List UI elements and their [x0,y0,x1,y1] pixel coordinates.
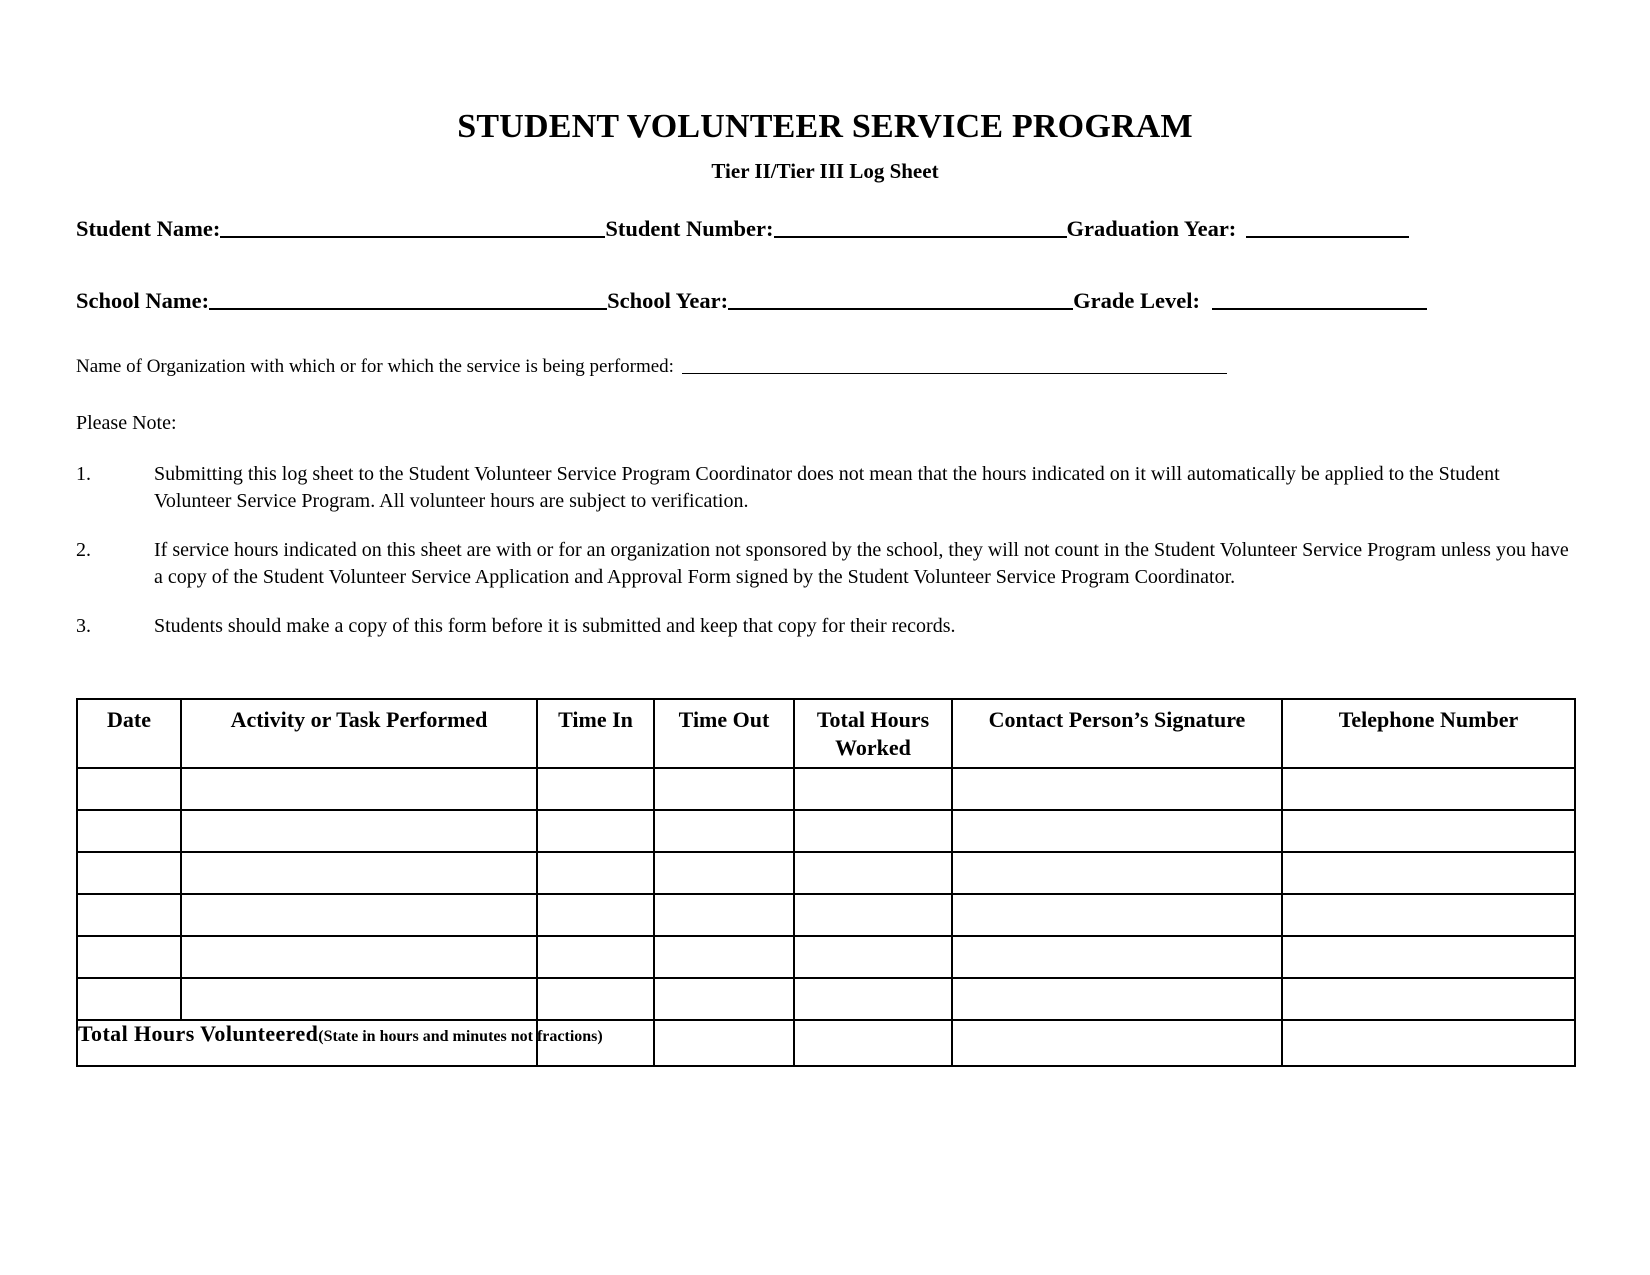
total-hours-value[interactable] [794,1020,952,1066]
note-text: Students should make a copy of this form before it is submitted and keep that copy for their records. [154,615,956,638]
student-number-input[interactable] [774,236,1067,238]
cell-total-hours[interactable] [794,768,952,810]
cell-time-in[interactable] [537,768,654,810]
cell-signature[interactable] [952,894,1282,936]
table-row [77,894,1575,936]
column-header-time-in: Time In [537,699,654,768]
cell-total-hours[interactable] [794,936,952,978]
table-row [77,936,1575,978]
cell-time-in[interactable] [537,936,654,978]
cell-time-in[interactable] [537,810,654,852]
graduation-year-label: Graduation Year: [1066,216,1237,242]
cell-date[interactable] [77,894,181,936]
column-header-signature: Contact Person’s Signature [952,699,1282,768]
column-header-activity: Activity or Task Performed [181,699,537,768]
cell-telephone[interactable] [1282,936,1575,978]
student-name-input[interactable] [220,236,605,238]
note-number: 3. [76,615,91,638]
page-subtitle: Tier II/Tier III Log Sheet [711,159,939,184]
note-number: 1. [76,463,91,486]
cell-activity[interactable] [181,810,537,852]
cell-telephone[interactable] [1282,768,1575,810]
list-item [76,613,1574,640]
total-spacer-cell-2 [654,1020,794,1066]
total-hours-label [77,1020,603,1066]
cell-date[interactable] [77,978,181,1020]
cell-total-hours[interactable] [794,810,952,852]
table-row [77,768,1575,810]
organization-label: Name of Organization with which or for which the service is being performed: [76,356,674,378]
total-hours-note: (State in hours and minutes not fractions) [318,1028,603,1046]
cell-total-hours[interactable] [794,978,952,1020]
total-hours-label-text: Total Hours Volunteered [78,1021,319,1047]
identity-row-2 [76,288,1574,314]
table-row [77,852,1575,894]
school-year-label: School Year: [607,288,729,314]
cell-signature[interactable] [952,852,1282,894]
cell-time-out[interactable] [654,936,794,978]
cell-signature[interactable] [952,936,1282,978]
table-row [77,810,1575,852]
cell-activity[interactable] [181,894,537,936]
identity-fields [76,184,1574,314]
please-note-heading: Please Note: [76,412,177,435]
identity-row-1 [76,216,1574,242]
total-signature-cell[interactable] [952,1020,1282,1066]
cell-total-hours[interactable] [794,852,952,894]
cell-date[interactable] [77,936,181,978]
column-header-total-hours: Total Hours Worked [794,699,952,768]
cell-signature[interactable] [952,768,1282,810]
cell-time-in[interactable] [537,894,654,936]
cell-time-in[interactable] [537,852,654,894]
cell-date[interactable] [77,768,181,810]
column-header-date: Date [77,699,181,768]
table-total-row [77,1020,1575,1066]
notes-list [76,461,1574,640]
column-header-telephone: Telephone Number [1282,699,1575,768]
cell-signature[interactable] [952,978,1282,1020]
grade-level-input[interactable] [1212,308,1427,310]
cell-telephone[interactable] [1282,810,1575,852]
cell-date[interactable] [77,810,181,852]
school-name-label: School Name: [76,288,210,314]
cell-time-out[interactable] [654,852,794,894]
graduation-year-input[interactable] [1246,236,1409,238]
column-header-time-out: Time Out [654,699,794,768]
volunteer-log-table [76,698,1576,1067]
organization-row [76,356,1574,378]
list-item [76,461,1574,515]
cell-telephone[interactable] [1282,978,1575,1020]
note-text: If service hours indicated on this sheet are with or for an organization not sponsored by the school, they will not count in the Student Volunteer Service Program unless you have a copy of the Student Volunteer Service Application and Approval Form signed by the Student Volunteer Service Program Coordinator. [154,539,1569,589]
cell-activity[interactable] [181,936,537,978]
cell-time-out[interactable] [654,768,794,810]
page-title: STUDENT VOLUNTEER SERVICE PROGRAM [457,108,1193,145]
table-row [77,978,1575,1020]
cell-time-out[interactable] [654,810,794,852]
school-name-input[interactable] [209,308,607,310]
cell-time-in[interactable] [537,978,654,1020]
grade-level-label: Grade Level: [1073,288,1200,314]
organization-input[interactable] [682,373,1227,374]
cell-activity[interactable] [181,768,537,810]
school-year-input[interactable] [728,308,1073,310]
cell-telephone[interactable] [1282,852,1575,894]
note-number: 2. [76,539,91,562]
table-header-row [77,699,1575,768]
cell-activity[interactable] [181,978,537,1020]
cell-date[interactable] [77,852,181,894]
cell-time-out[interactable] [654,894,794,936]
cell-signature[interactable] [952,810,1282,852]
student-name-label: Student Name: [76,216,221,242]
student-number-label: Student Number: [605,216,774,242]
cell-total-hours[interactable] [794,894,952,936]
list-item [76,537,1574,591]
cell-time-out[interactable] [654,978,794,1020]
log-table-container [76,698,1574,1067]
note-text: Submitting this log sheet to the Student Volunteer Service Program Coordinator does not mean that the hours indicated on it will automatically be applied to the Student Volunteer Service Program. All volunteer hours are subject to verification. [154,463,1500,513]
cell-telephone[interactable] [1282,894,1575,936]
total-telephone-cell[interactable] [1282,1020,1575,1066]
cell-activity[interactable] [181,852,537,894]
